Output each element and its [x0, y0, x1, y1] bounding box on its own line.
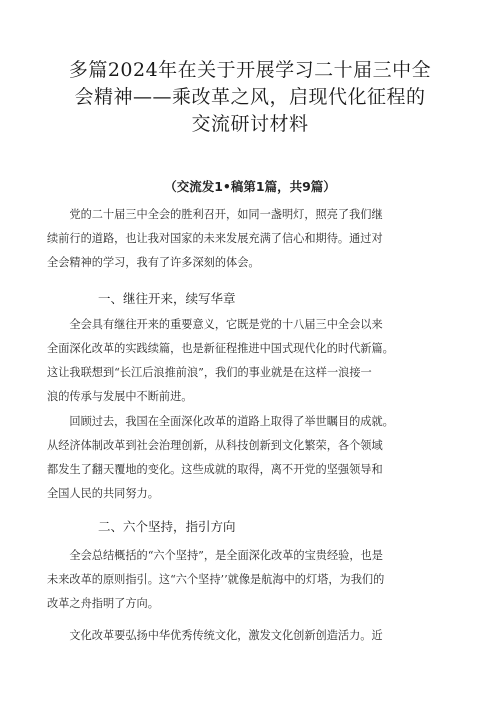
paragraph-line: 未来改革的原则指引。这“六个坚持’’就像是航海中的灯塔，为我们的 — [47, 573, 385, 586]
paragraph-line: 文化改革要弘扬中华优秀传统文化，激发文化创新创造活力。近 — [47, 629, 383, 642]
paragraph-section1-b — [47, 410, 455, 506]
paragraph-line: 改革之舟指明了方向。 — [47, 597, 159, 610]
paragraph-line: 全面深化改革的实践续篇，也是新征程推进中国式现代化的时代新篇。 — [47, 342, 394, 355]
paragraph-section2-b — [47, 624, 455, 648]
paragraph-line: 这让我联想到“长江后浪推前浪”，我们的事业就是在这样一浪接一 — [47, 366, 372, 379]
title-line: 多篇2024年在关于开展学习二十届三中全 — [68, 59, 432, 81]
paragraph-line: 续前行的道路，也让我对国家的未来发展充满了信心和期待。通过对 — [47, 232, 383, 245]
paragraph-line: 全会总结概括的“六个坚持”，是全面深化改革的宝贵经验，也是 — [47, 549, 383, 562]
paragraph-intro — [47, 203, 455, 275]
title-line: 交流研讨材料 — [191, 113, 309, 135]
paragraph-line: 全会具有继往开来的重要意义，它既是党的十八届三中全会以来 — [47, 318, 383, 331]
section-heading-2: 二、六个坚持，指引方向 — [98, 519, 236, 534]
paragraph-line: 回顾过去，我国在全面深化改革的道路上取得了举世瞩目的成就。 — [47, 415, 394, 428]
document-subtitle: （交流发1•稿第1篇，共9篇） — [164, 179, 336, 194]
paragraph-line: 全会精神的学习，我有了许多深刻的体会。 — [47, 256, 260, 269]
document-title — [40, 57, 460, 138]
paragraph-line: 浪的传承与发展中不断前进。 — [47, 390, 193, 403]
paragraph-line: 从经济体制改革到社会治理创新，从科技创新到文化繁荣，各个领域 — [47, 439, 383, 452]
paragraph-line: 全国人民的共同努力。 — [47, 487, 159, 500]
title-line: 会精神——乘改革之风，启现代化征程的 — [74, 86, 426, 108]
paragraph-line: 党的二十届三中全会的胜利召开，如同一盏明灯，照亮了我们继 — [47, 208, 383, 221]
paragraph-section2-a — [47, 544, 455, 616]
paragraph-section1-a — [47, 313, 455, 409]
paragraph-line: 都发生了翻天覆地的变化。这些成就的取得，离不开党的坚强领导和 — [47, 463, 383, 476]
section-heading-1: 一、继往开来，续写华章 — [98, 291, 236, 306]
